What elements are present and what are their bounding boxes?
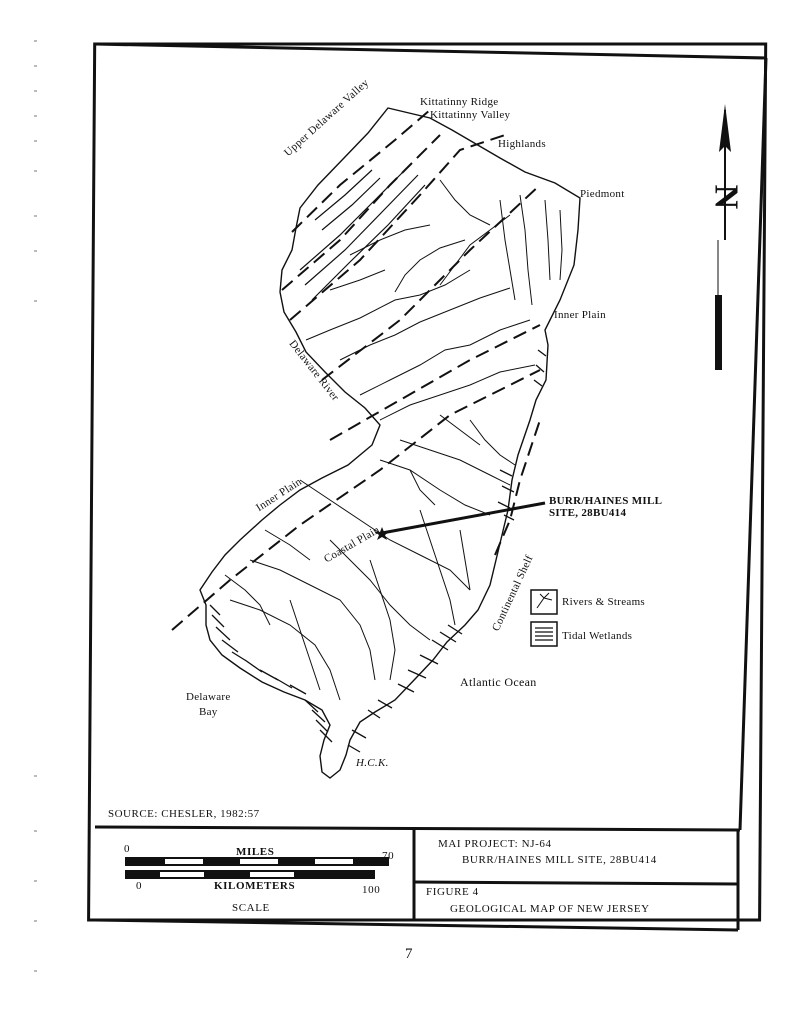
- label-site-callout: BURR/HAINES MILL SITE, 28BU414: [549, 495, 663, 519]
- site-marker: [375, 503, 545, 540]
- source-credit: SOURCE: CHESLER, 1982:57: [108, 808, 260, 820]
- label-upper-delaware-valley: Upper Delaware Valley: [282, 76, 372, 159]
- label-continental-shelf: Continental Shelf: [490, 553, 536, 634]
- label-delaware-river: Delaware River: [286, 338, 342, 404]
- rivers-and-streams: [225, 180, 562, 700]
- label-highlands: Highlands: [498, 138, 546, 150]
- miles-label: MILES: [236, 846, 275, 858]
- legend-rivers-label: Rivers & Streams: [562, 596, 646, 608]
- scale-bars: [125, 857, 389, 879]
- legend-wetlands-label: Tidal Wetlands: [562, 630, 633, 642]
- label-kittatinny-ridge: Kittatinny Ridge: [420, 96, 499, 108]
- footer-divider: [95, 827, 740, 830]
- km-start: 0: [136, 880, 143, 892]
- label-piedmont: Piedmont: [580, 188, 625, 200]
- scale-label: SCALE: [232, 902, 270, 914]
- label-inner-plain-north: Inner Plain: [554, 309, 606, 321]
- project-line-1: MAI PROJECT: NJ-64: [438, 838, 552, 850]
- legend-symbols: [531, 590, 557, 646]
- label-atlantic-ocean: Atlantic Ocean: [460, 675, 537, 689]
- km-label: KILOMETERS: [214, 880, 296, 892]
- page-number: 7: [405, 946, 413, 962]
- miles-end: 70: [382, 850, 395, 862]
- project-line-2: BURR/HAINES MILL SITE, 28BU414: [462, 854, 657, 866]
- figure-number: FIGURE 4: [426, 886, 479, 898]
- label-kittatinny-valley: Kittatinny Valley: [430, 109, 511, 121]
- km-end: 100: [362, 884, 381, 896]
- miles-start: 0: [124, 843, 131, 855]
- label-signature: H.C.K.: [356, 757, 389, 769]
- north-arrow-letter: N: [707, 184, 745, 210]
- tidal-wetlands: [210, 350, 546, 752]
- figure-title: GEOLOGICAL MAP OF NEW JERSEY: [450, 903, 650, 915]
- label-coastal-plain: Coastal Plain: [322, 523, 382, 566]
- north-arrow: [715, 104, 731, 370]
- label-delaware-bay: Delaware Bay: [186, 691, 231, 718]
- ridge-lines: [300, 165, 425, 300]
- label-inner-plain-west: Inner Plain: [254, 475, 305, 515]
